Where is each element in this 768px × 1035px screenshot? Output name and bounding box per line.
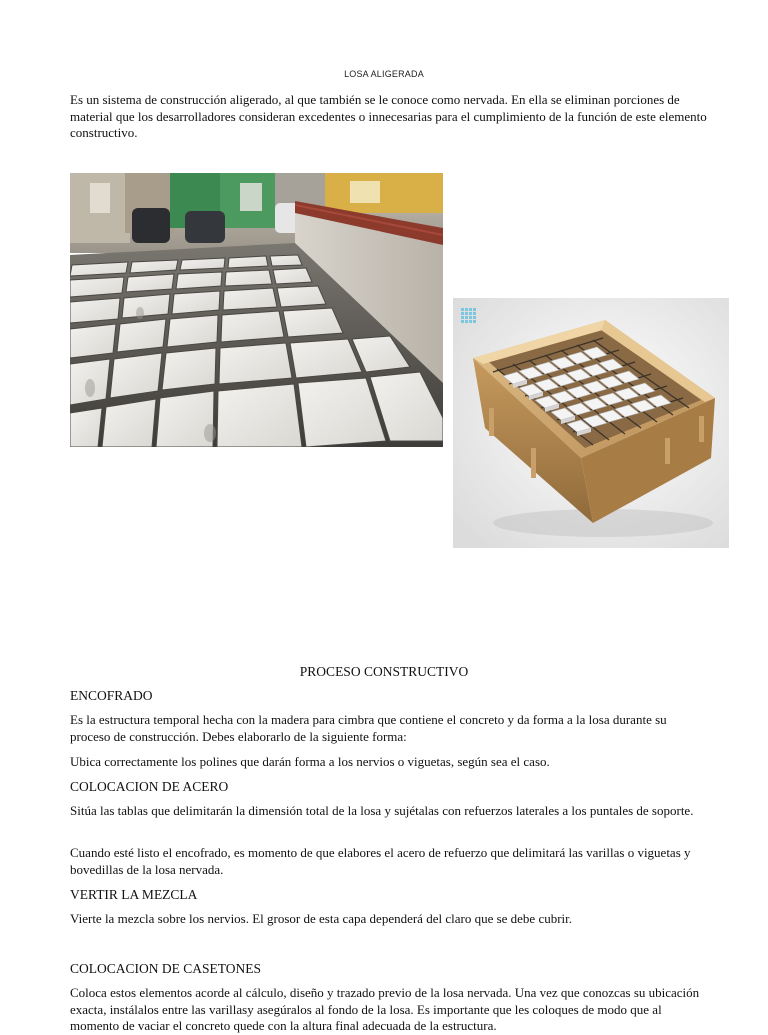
acero-heading: COLOCACION DE ACERO (70, 779, 229, 794)
encofrado-paragraph-2: Ubica correctamente los polines que darán forma a los nervios o viguetas, según sea el caso. (70, 754, 550, 769)
acero-paragraph-2: Cuando esté listo el encofrado, es momento de que elabores el acero de refuerzo que delimitará las varillas o viguetas y bovedillas de la losa nervada. (70, 845, 691, 877)
casetones-paragraph-1: Coloca estos elementos acorde al cálculo, diseño y trazado previo de la losa nervada. Una vez que conozcas su ubicación exacta, instálalos entre las varillasy asegúralos al fondo de la losa. Es importante que les coloques de modo que al momento de vaciar el concreto quede con la altura final adecuada de la estructura. (70, 985, 700, 1033)
document-title: LOSA ALIGERADA (344, 69, 424, 79)
acero-paragraph-1: Sitúa las tablas que delimitarán la dimensión total de la losa y sujétalas con refuerzos laterales a los puntales de soporte. (70, 803, 694, 818)
mezcla-heading: VERTIR LA MEZCLA (70, 887, 198, 902)
intro-paragraph: Es un sistema de construcción aligerado, al que también se le conoce como nervada. En ella se eliminan porciones de material que los desarrolladores consideran excedentes o innecesarias para el cumplimiento de la función de este elemento constructivo. (70, 92, 707, 140)
mezcla-paragraph-1: Vierte la mezcla sobre los nervios. El grosor de esta capa dependerá del claro que se debe cubrir. (70, 911, 573, 926)
construction-site-photo (70, 173, 443, 447)
casetones-heading: COLOCACION DE CASETONES (70, 961, 262, 976)
encofrado-paragraph-1: Es la estructura temporal hecha con la madera para cimbra que contiene el concreto y da forma a la losa durante su proceso de construcción. Debes elaborarlo de la siguiente forma: (70, 712, 667, 744)
formwork-3d-render (453, 298, 729, 548)
encofrado-heading: ENCOFRADO (70, 688, 153, 703)
section-title: PROCESO CONSTRUCTIVO (299, 664, 469, 679)
